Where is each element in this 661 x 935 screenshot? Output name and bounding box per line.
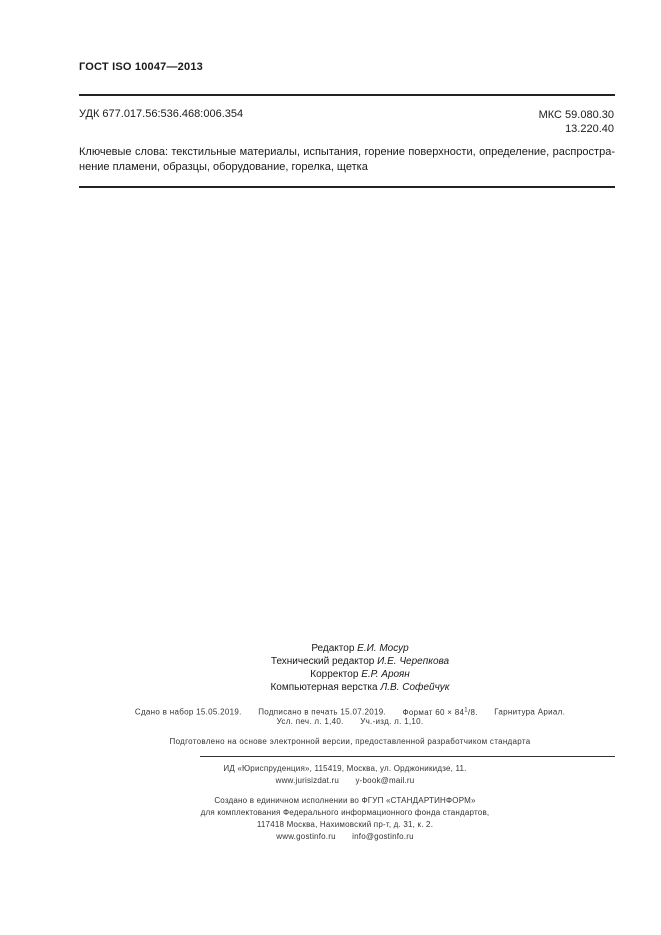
publishing-details (100, 707, 600, 717)
mks-code-2: 13.220.40 (565, 123, 614, 135)
publisher-imprint (130, 763, 560, 787)
editor-name: Е.И. Мосур (357, 643, 409, 654)
edit-sheets: Уч.-изд. л. 1,10. (360, 717, 424, 726)
layout-label: Компьютерная верстка (270, 682, 378, 693)
staff-credits (150, 642, 570, 694)
created-line-2: для комплектования Федерального информационного фонда стандартов, (200, 808, 490, 817)
tech-editor-label: Технический редактор (270, 656, 375, 667)
mks-codes (539, 108, 614, 136)
producer-imprint (130, 795, 560, 843)
header-rule (79, 94, 615, 96)
corrector-name: Е.Р. Ароян (361, 669, 410, 680)
tech-editor-line (150, 655, 570, 668)
publisher-address: ИД «Юриспруденция», 115419, Москва, ул. Орджоникидзе, 11. (223, 764, 467, 773)
producer-contacts (130, 831, 560, 843)
tech-editor-name: И.Е. Черепкова (377, 656, 450, 667)
publisher-contacts (130, 775, 560, 787)
udk-code: УДК 677.017.56:536.468:006.354 (79, 108, 244, 120)
prepared-note: Подготовлено на основе электронной версии, предоставленной разработчиком стандарта (169, 737, 531, 746)
layout-name: Л.В. Софейчук (380, 682, 450, 693)
imprint-rule (200, 756, 615, 757)
keywords-rule (79, 186, 615, 188)
keywords-paragraph: Ключевые слова: текстильные материалы, испытания, горение поверхности, определение, распростра- нение пламени, образцы, оборудование, горелка, щетка (79, 146, 615, 173)
publisher-email-link[interactable]: y-book@mail.ru (355, 776, 415, 785)
corrector-line (150, 668, 570, 681)
gostinfo-site-link[interactable]: www.gostinfo.ru (276, 832, 336, 841)
sheet-counts (100, 717, 600, 726)
layout-line (150, 681, 570, 694)
signed-date: Подписано в печать 15.07.2019. (258, 707, 386, 717)
editor-line (150, 642, 570, 655)
mks-code-1: МКС 59.080.30 (538, 109, 614, 121)
typeface: Гарнитура Ариал. (494, 707, 566, 717)
created-line-1: Создано в единичном исполнении во ФГУП «СТАНДАРТИНФОРМ» (214, 796, 476, 805)
paper-format: Формат $60 \times 84^1/8$. (402, 707, 478, 717)
standard-code: ГОСТ ISO 10047—2013 (79, 61, 203, 73)
created-line-3: 117418 Москва, Нахимовский пр-т, д. 31, к. 2. (256, 820, 434, 829)
publisher-site-link[interactable]: www.jurisizdat.ru (275, 776, 340, 785)
editor-label: Редактор (311, 643, 355, 654)
print-sheets: Усл. печ. л. 1,40. (276, 717, 344, 726)
corrector-label: Корректор (310, 669, 359, 680)
submitted-date: Сдано в набор 15.05.2019. (134, 707, 242, 717)
gostinfo-email-link[interactable]: info@gostinfo.ru (352, 832, 414, 841)
